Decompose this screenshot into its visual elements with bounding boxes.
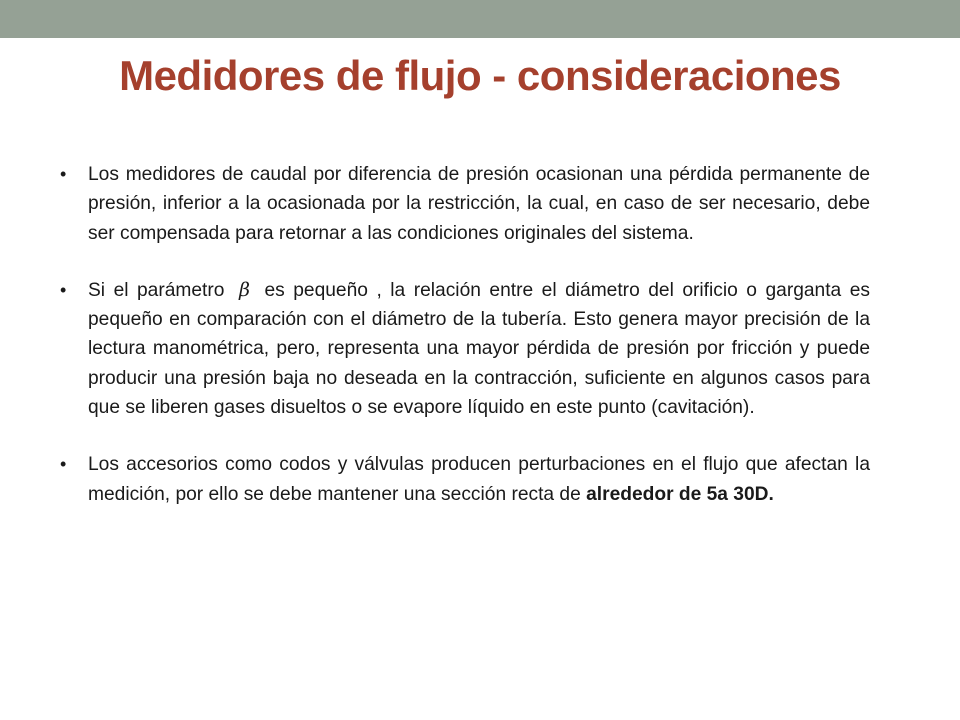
bullet-item-1: [60, 160, 870, 248]
bullet-2-text-before: Si el parámetro: [88, 279, 225, 301]
slide-body: [60, 160, 870, 537]
bullet-3-text-before: Los accesorios como codos y válvulas producen perturbaciones en el flujo que afectan la medición, por ello se debe mantener una sección recta de: [88, 454, 870, 505]
bullet-dot-icon: •: [60, 279, 67, 300]
bullet-item-3: [60, 450, 870, 509]
bullet-1-text: Los medidores de caudal por diferencia de presión ocasionan una pérdida permanente de presión, inferior a la ocasionada por la restricción, la cual, en caso de ser necesario, debe ser compensada para retornar a las condiciones originales del sistema.: [88, 164, 870, 244]
slide-title: Medidores de flujo - consideraciones: [119, 52, 841, 99]
bullet-3-text-strong: alrededor de 5a 30D.: [586, 483, 774, 505]
beta-symbol: β: [238, 278, 250, 301]
top-accent-bar: [0, 0, 960, 38]
bullet-item-2: [60, 276, 870, 422]
bullet-dot-icon: •: [60, 164, 67, 184]
bullet-dot-icon: •: [60, 454, 67, 475]
bullet-2-text-after: es pequeño , la relación entre el diámetro del orificio o garganta es pequeño en comparación con el diámetro de la tubería. Esto genera mayor precisión de la lectura manométrica, pero, representa una mayor pérdida de presión por fricción y puede producir una presión baja no deseada en la contracción, suficiente en algunos casos para que se liberen gases disueltos o se evapore líquido en este punto (cavitación).: [88, 279, 870, 419]
